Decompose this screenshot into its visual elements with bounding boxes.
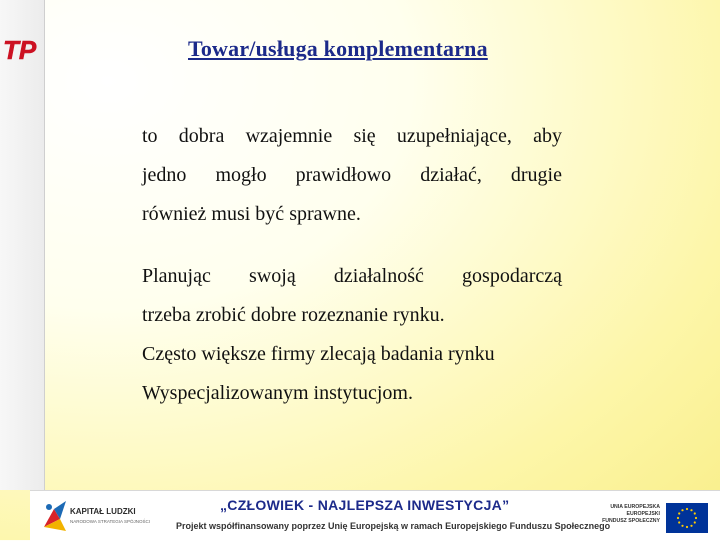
kapital-ludzki-logo-icon [40,497,76,535]
eu-text-line: UNIA EUROPEJSKA [610,504,660,510]
eu-star-icon [681,509,683,511]
program-logo-title: KAPITAŁ LUDZKI [70,507,136,516]
tp-logo-text: TP [3,35,37,65]
eu-star-icon [690,509,692,511]
paragraph-line: to dobra wzajemnie się uzupełniające, aby [142,125,562,147]
paragraph-definition [142,117,562,234]
eu-star-icon [694,512,696,514]
eu-text-line: EUROPEJSKI [626,511,660,517]
eu-star-icon [678,521,680,523]
eu-flag-icon [666,503,708,533]
paragraph-market-research [142,257,562,413]
slogan: „CZŁOWIEK - NAJLEPSZA INWESTYCJA” [220,497,510,513]
left-stripe [0,0,45,490]
eu-star-icon [678,512,680,514]
eu-star-icon [695,517,697,519]
eu-text-line: FUNDUSZ SPOŁECZNY [602,518,660,524]
project-note: Projekt współfinansowany poprzez Unię Europejską w ramach Europejskiego Funduszu Społecznego [176,521,611,531]
paragraph-line: trzeba zrobić dobre rozeznanie rynku. [142,304,445,326]
eu-flag-background [666,503,708,533]
slide-title: Towar/usługa komplementarna [188,36,488,61]
eu-star-icon [686,526,688,528]
paragraph-line: Planując swoją działalność gospodarczą [142,265,562,287]
paragraph-line: Wyspecjalizowanym instytucjom. [142,382,413,404]
paragraph-line: również musi być sprawne. [142,203,361,225]
paragraph-line: Często większe firmy zlecają badania rynku [142,343,495,365]
eu-star-icon [694,521,696,523]
footer-banner [30,490,720,541]
eu-fund-text [598,504,660,525]
eu-star-icon [686,508,688,510]
program-logo-subtitle: NARODOWA STRATEGIA SPÓJNOŚCI [70,519,151,524]
eu-star-icon [677,517,679,519]
tp-logo [2,34,42,66]
eu-star-icon [690,525,692,527]
eu-star-icon [681,525,683,527]
paragraph-line: jedno mogło prawidłowo działać, drugie [142,164,562,186]
